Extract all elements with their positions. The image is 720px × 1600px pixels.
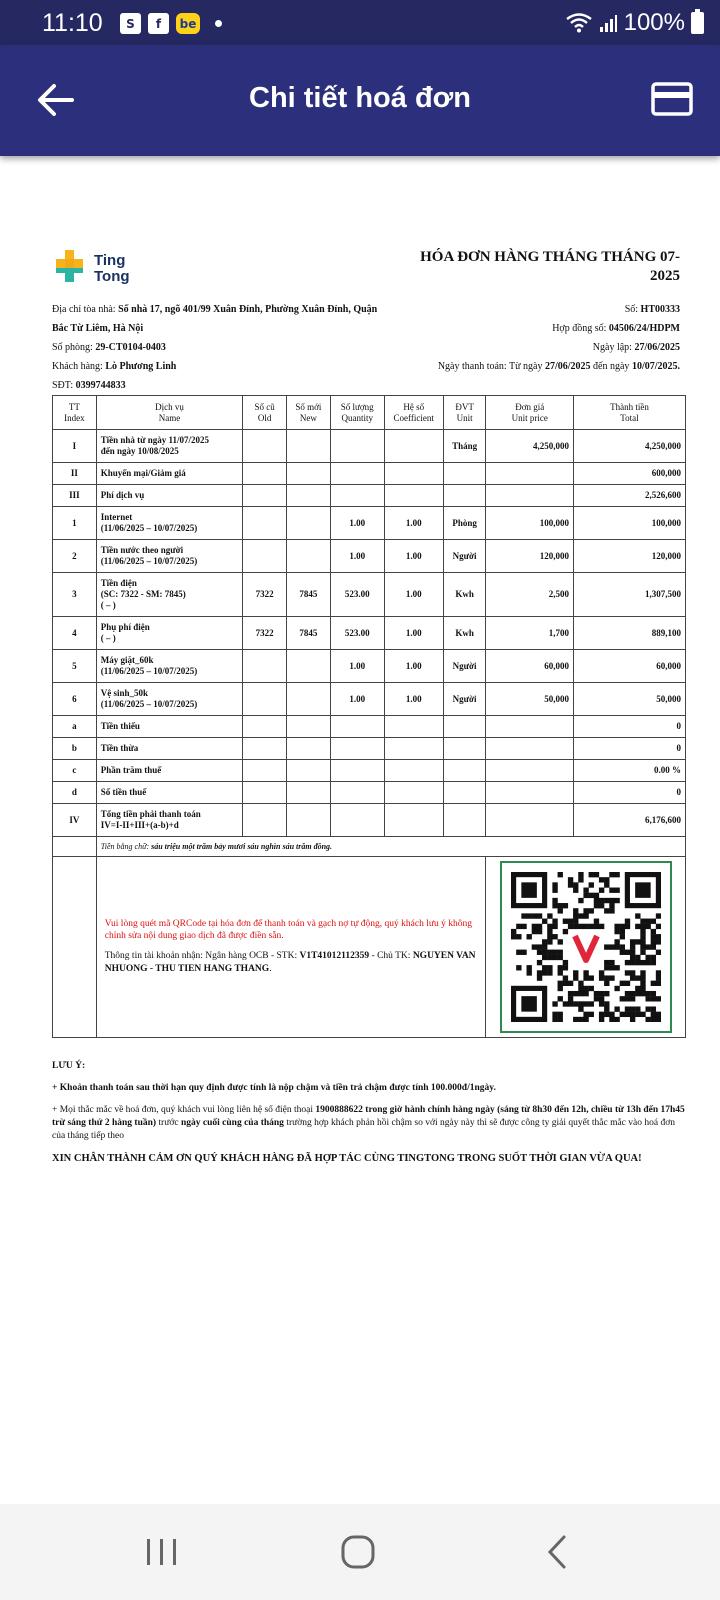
cell-unit: Người xyxy=(443,650,486,683)
cell-qty xyxy=(330,782,384,804)
cell-name: Khuyến mại/Giảm giá xyxy=(96,463,243,485)
invoice-notes xyxy=(52,1060,688,1166)
cell-new xyxy=(287,804,331,837)
cell-old xyxy=(243,540,287,573)
cell-total: 1,307,500 xyxy=(573,573,685,617)
cell-qty: 1.00 xyxy=(330,507,384,540)
cell-qty: 1.00 xyxy=(330,650,384,683)
cell-qty xyxy=(330,716,384,738)
contract-value: 04506/24/HDPM xyxy=(608,323,680,334)
cell-qty: 1.00 xyxy=(330,540,384,573)
cell-idx: IV xyxy=(53,804,97,837)
bank-account-info xyxy=(101,950,482,976)
cell-new: 7845 xyxy=(287,573,331,617)
cell-old xyxy=(243,804,287,837)
cell-total: 50,000 xyxy=(573,683,685,716)
issue-date-line xyxy=(438,338,680,357)
cell-coef xyxy=(384,760,443,782)
cell-name: Phần trăm thuế xyxy=(96,760,243,782)
cell-qty xyxy=(330,485,384,507)
cell-idx: 1 xyxy=(53,507,97,540)
cell-price xyxy=(486,485,574,507)
invoice-header xyxy=(52,245,688,300)
customer-label: Khách hàng: xyxy=(52,361,106,372)
cell-old xyxy=(243,463,287,485)
cell-name: Vệ sinh_50k (11/06/2025 – 10/07/2025) xyxy=(96,683,243,716)
cell-unit xyxy=(443,716,486,738)
invoice-document xyxy=(52,245,688,1175)
table-row xyxy=(53,650,686,683)
address-line xyxy=(52,300,382,338)
cell-idx: III xyxy=(53,485,97,507)
table-row xyxy=(53,683,686,716)
cell-name: Tiền nước theo người (11/06/2025 – 10/07/2025) xyxy=(96,540,243,573)
invoice-title: HÓA ĐƠN HÀNG THÁNG THÁNG 07-2025 xyxy=(420,249,680,284)
amount-in-words-label: Tiền bằng chữ: xyxy=(100,842,152,851)
battery-icon xyxy=(691,12,704,34)
cell-total: 100,000 xyxy=(573,507,685,540)
bank-account-prefix: Thông tin tài khoản nhận: Ngân hàng OCB - STK: xyxy=(104,951,300,961)
cell-old: 7322 xyxy=(243,573,287,617)
cell-name: Tổng tiền phải thanh toán IV=I-II+III+(a-b)+d xyxy=(96,804,243,837)
cell-coef: 1.00 xyxy=(384,617,443,650)
cell-price: 50,000 xyxy=(486,683,574,716)
cell-qty: 1.00 xyxy=(330,683,384,716)
col-unit: ĐVT Unit xyxy=(443,396,486,430)
more-notifications-dot-icon xyxy=(215,20,222,27)
cell-name: Internet (11/06/2025 – 10/07/2025) xyxy=(96,507,243,540)
customer-value: Lò Phương Linh xyxy=(105,361,177,372)
thank-you-note: XIN CHÂN THÀNH CẢM ƠN QUÝ KHÁCH HÀNG ĐÃ HỢP TÁC CÙNG TINGTONG TRONG SUỐT THỜI GIAN VỪA QUA! xyxy=(52,1153,642,1164)
note-contact: + Mọi thắc mắc về hoá đơn, quý khách vui lòng liên hệ số điện thoại 1900888622 trong giờ hành chính hàng ngày (sáng từ 8h30 đến 12h, chiều từ 13h đến 17h45 trừ sáng thứ 2 hàng tuần) trước ngày cuối cùng của tháng trường hợp khách phản hồi chậm so với ngày này thì sẽ được công ty giải quyết thắc mắc vào hoá đơn của tháng tiếp theo xyxy=(52,1105,685,1141)
col-coefficient: Hệ số Coefficient xyxy=(384,396,443,430)
col-new: Số mới New xyxy=(287,396,331,430)
cell-new xyxy=(287,760,331,782)
cell-unit: Phòng xyxy=(443,507,486,540)
cell-old: 7322 xyxy=(243,617,287,650)
phone-line xyxy=(52,376,382,395)
cell-unit: Người xyxy=(443,540,486,573)
issue-date-label: Ngày lập: xyxy=(592,342,635,353)
status-bar xyxy=(0,0,720,45)
cell-price: 1,700 xyxy=(486,617,574,650)
cell-price xyxy=(486,463,574,485)
phone-label: SĐT: xyxy=(52,380,76,391)
cell-total: 120,000 xyxy=(573,540,685,573)
cell-total: 0 xyxy=(573,738,685,760)
status-right xyxy=(566,9,704,37)
cell-unit xyxy=(443,804,486,837)
contract-line xyxy=(438,319,680,338)
cell-unit: Tháng xyxy=(443,430,486,463)
recent-apps-icon[interactable] xyxy=(142,1534,182,1570)
shopee-icon: S xyxy=(120,13,141,34)
table-row xyxy=(53,760,686,782)
qr-instruction: Vui lòng quét mã QRCode tại hóa đơn để thanh toán và gạch nợ tự động, quý khách lưu ý không chỉnh sửa nội dung giao dịch đã được điền sẵn. xyxy=(104,919,473,941)
cell-new xyxy=(287,485,331,507)
customer-line xyxy=(52,357,382,376)
app-bar xyxy=(0,45,720,156)
address-label: Địa chỉ tòa nhà: xyxy=(52,304,119,315)
cell-coef: 1.00 xyxy=(384,683,443,716)
cell-new xyxy=(287,716,331,738)
col-old: Số cũ Old xyxy=(243,396,287,430)
note-title: LƯU Ý: xyxy=(52,1061,86,1071)
cell-coef xyxy=(384,782,443,804)
cell-qty xyxy=(330,430,384,463)
cell-old xyxy=(243,760,287,782)
cell-price xyxy=(486,760,574,782)
cell-total: 6,176,600 xyxy=(573,804,685,837)
cell-coef: 1.00 xyxy=(384,507,443,540)
phone-value: 0399744833 xyxy=(75,380,126,391)
cell-coef: 1.00 xyxy=(384,573,443,617)
cell-name: Tiền nhà từ ngày 11/07/2025 đến ngày 10/08/2025 xyxy=(96,430,243,463)
cell-price: 2,500 xyxy=(486,573,574,617)
cell-old xyxy=(243,430,287,463)
qr-cell xyxy=(486,857,686,1038)
cell-idx: 4 xyxy=(53,617,97,650)
table-row xyxy=(53,738,686,760)
cell-qty: 523.00 xyxy=(330,573,384,617)
cell-qty: 523.00 xyxy=(330,617,384,650)
cell-name: Máy giặt_60k (11/06/2025 – 10/07/2025) xyxy=(96,650,243,683)
bank-account-mid: - Chủ TK: xyxy=(369,951,413,961)
back-nav-icon[interactable] xyxy=(540,1534,580,1570)
cell-unit xyxy=(443,782,486,804)
cell-idx: 5 xyxy=(53,650,97,683)
cell-idx: a xyxy=(53,716,97,738)
logo-line-1: Ting xyxy=(94,252,126,269)
cell-idx: d xyxy=(53,782,97,804)
cell-new xyxy=(287,650,331,683)
payment-from: 27/06/2025 xyxy=(544,361,591,372)
bank-account-number: V1T41012112359 xyxy=(299,951,370,961)
cell-unit xyxy=(443,463,486,485)
page-title: Chi tiết hoá đơn xyxy=(249,82,471,114)
cell-new xyxy=(287,738,331,760)
table-row xyxy=(53,463,686,485)
cell-new xyxy=(287,782,331,804)
cell-price: 60,000 xyxy=(486,650,574,683)
cell-name: Tiền thiếu xyxy=(96,716,243,738)
cell-coef: 1.00 xyxy=(384,540,443,573)
cell-price: 100,000 xyxy=(486,507,574,540)
room-line xyxy=(52,338,382,357)
bank-account-end: . xyxy=(269,964,272,974)
cell-qty xyxy=(330,463,384,485)
cell-total: 600,000 xyxy=(573,463,685,485)
note-late-payment: + Khoản thanh toán sau thời hạn quy định được tính là nộp chậm và tiền trả chậm được tính 100.000đ/1ngày. xyxy=(52,1083,496,1093)
payment-instructions xyxy=(96,857,486,1038)
cell-idx: 2 xyxy=(53,540,97,573)
cell-old xyxy=(243,716,287,738)
invoice-info xyxy=(52,300,688,395)
logo-line-2: Tong xyxy=(94,268,130,285)
cell-unit xyxy=(443,485,486,507)
col-index: TT Index xyxy=(53,396,97,430)
qr-payment-row xyxy=(53,857,686,1038)
amount-in-words-row xyxy=(53,837,686,857)
cell-old xyxy=(243,507,287,540)
cell-idx: II xyxy=(53,463,97,485)
tingtong-logo xyxy=(52,250,130,288)
payment-period-mid: đến ngày xyxy=(590,361,632,372)
cell-total: 889,100 xyxy=(573,617,685,650)
cell-new xyxy=(287,430,331,463)
cell-coef xyxy=(384,430,443,463)
cell-price xyxy=(486,804,574,837)
col-total: Thành tiền Total xyxy=(573,396,685,430)
table-header-row xyxy=(53,396,686,430)
notification-icons xyxy=(120,13,222,34)
col-name: Dịch vụ Name xyxy=(96,396,243,430)
cell-price xyxy=(486,782,574,804)
system-nav-bar xyxy=(0,1504,720,1600)
cell-unit xyxy=(443,738,486,760)
cell-name: Phí dịch vụ xyxy=(96,485,243,507)
amount-in-words xyxy=(96,837,685,857)
col-unit-price: Đơn giá Unit price xyxy=(486,396,574,430)
contract-label: Hợp đồng số: xyxy=(552,323,609,334)
payment-card-icon[interactable] xyxy=(651,82,693,116)
cell-price: 120,000 xyxy=(486,540,574,573)
bank-account-holder: NGUYEN VAN NHUONG - THU TIEN HANG THANG xyxy=(104,951,476,974)
cell-idx: I xyxy=(53,430,97,463)
facebook-icon: f xyxy=(148,13,169,34)
cell-unit xyxy=(443,760,486,782)
wifi-icon xyxy=(566,13,592,33)
cell-coef xyxy=(384,716,443,738)
cell-new xyxy=(287,540,331,573)
table-row xyxy=(53,804,686,837)
cell-old xyxy=(243,782,287,804)
amount-in-words-value: sáu triệu một trăm bảy mươi sáu nghìn sáu trăm đồng. xyxy=(151,842,333,851)
invoice-number-label: Số: xyxy=(624,304,641,315)
cell-price: 4,250,000 xyxy=(486,430,574,463)
cell-old xyxy=(243,683,287,716)
cell-unit: Kwh xyxy=(443,617,486,650)
cell-qty xyxy=(330,738,384,760)
table-row xyxy=(53,716,686,738)
table-row xyxy=(53,573,686,617)
cell-qty xyxy=(330,760,384,782)
cell-name: Số tiền thuế xyxy=(96,782,243,804)
cell-coef xyxy=(384,463,443,485)
cell-new: 7845 xyxy=(287,617,331,650)
cell-new xyxy=(287,507,331,540)
invoice-number-value: HT00333 xyxy=(640,304,680,315)
table-row xyxy=(53,485,686,507)
table-row xyxy=(53,540,686,573)
cell-price xyxy=(486,716,574,738)
cell-name: Tiền thừa xyxy=(96,738,243,760)
table-row xyxy=(53,430,686,463)
cell-old xyxy=(243,485,287,507)
payment-qr-code[interactable] xyxy=(500,861,672,1033)
payment-period-label: Ngày thanh toán: Từ ngày xyxy=(437,361,545,372)
cell-total: 0.00 % xyxy=(573,760,685,782)
cell-old xyxy=(243,650,287,683)
payment-to: 10/07/2025. xyxy=(631,361,680,372)
cell-qty xyxy=(330,804,384,837)
room-value: 29-CT0104-0403 xyxy=(95,342,166,353)
payment-period-line xyxy=(438,357,680,376)
tingtong-logo-icon xyxy=(52,250,90,288)
cell-coef xyxy=(384,804,443,837)
cell-idx: b xyxy=(53,738,97,760)
cell-new xyxy=(287,463,331,485)
cell-price xyxy=(486,738,574,760)
col-quantity: Số lượng Quantity xyxy=(330,396,384,430)
home-icon[interactable] xyxy=(340,1534,380,1570)
issue-date-value: 27/06/2025 xyxy=(634,342,680,353)
cell-idx: 6 xyxy=(53,683,97,716)
cell-total: 0 xyxy=(573,716,685,738)
room-label: Số phòng: xyxy=(52,342,96,353)
cell-total: 4,250,000 xyxy=(573,430,685,463)
cell-new xyxy=(287,683,331,716)
qr-code-icon xyxy=(511,872,661,1022)
cell-name: Tiền điện (SC: 7322 - SM: 7845) ( – ) xyxy=(96,573,243,617)
cell-old xyxy=(243,738,287,760)
cell-total: 0 xyxy=(573,782,685,804)
signal-icon xyxy=(598,13,618,33)
cell-name: Phụ phí điện ( – ) xyxy=(96,617,243,650)
status-time: 11:10 xyxy=(42,9,103,37)
address-value: Số nhà 17, ngõ 401/99 Xuân Đỉnh, Phường Xuân Đỉnh, Quận Bắc Từ Liêm, Hà Nội xyxy=(52,304,378,334)
cell-coef: 1.00 xyxy=(384,650,443,683)
cell-idx: 3 xyxy=(53,573,97,617)
cell-unit: Người xyxy=(443,683,486,716)
cell-total: 60,000 xyxy=(573,650,685,683)
cell-coef xyxy=(384,738,443,760)
table-row xyxy=(53,782,686,804)
invoice-table xyxy=(52,395,686,1038)
battery-percent: 100% xyxy=(623,9,685,36)
table-row xyxy=(53,617,686,650)
table-row xyxy=(53,507,686,540)
be-icon: be xyxy=(176,13,200,34)
cell-unit: Kwh xyxy=(443,573,486,617)
invoice-number-line xyxy=(438,300,680,319)
cell-idx: c xyxy=(53,760,97,782)
cell-total: 2,526,600 xyxy=(573,485,685,507)
cell-coef xyxy=(384,485,443,507)
